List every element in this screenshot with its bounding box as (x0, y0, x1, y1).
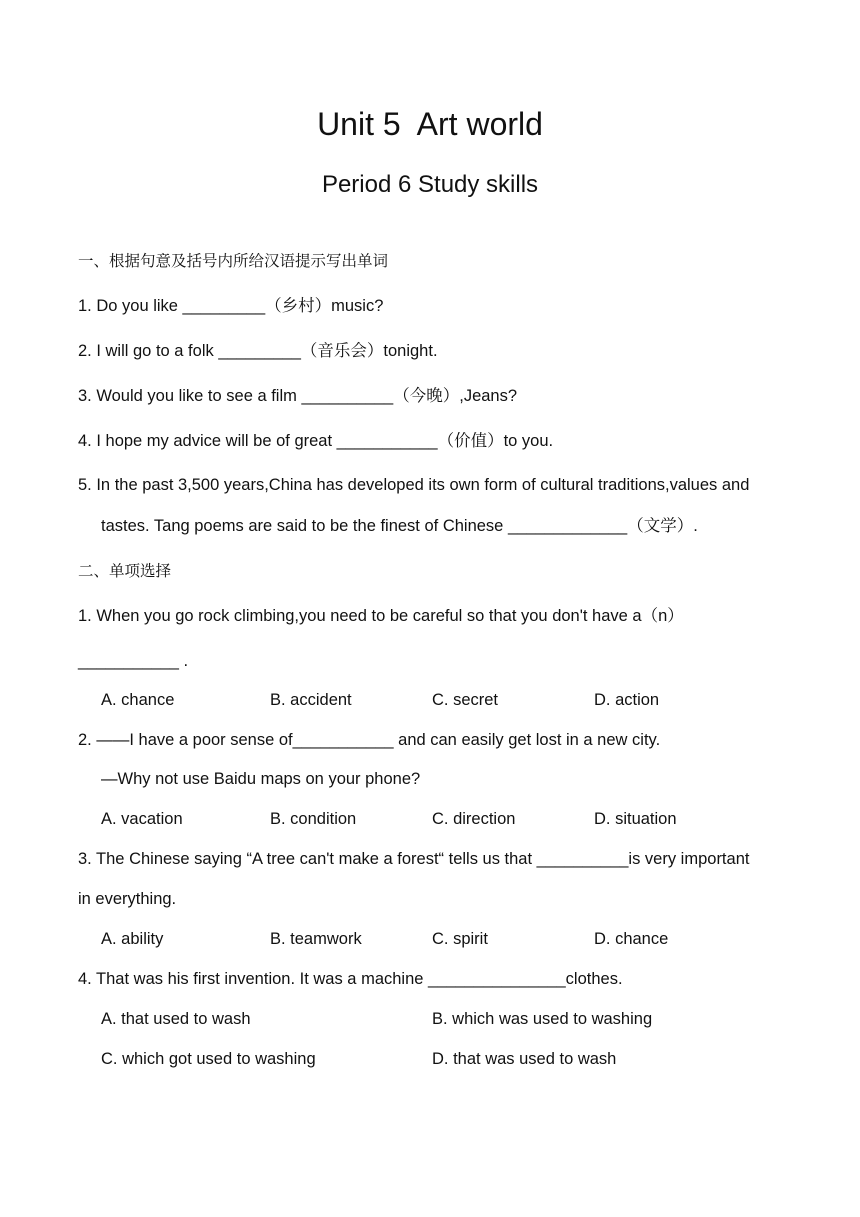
section-1-item-1: 1. Do you like _________（乡村）music? (78, 297, 384, 315)
question-2-option-a: A. vacation (101, 810, 183, 828)
question-1-stem: 1. When you go rock climbing,you need to be careful so that you don't have a（n） (78, 607, 684, 625)
page-subtitle: Period 6 Study skills (321, 171, 539, 198)
question-3-option-b: B. teamwork (270, 930, 362, 948)
section-1-heading: 一、根据句意及括号内所给汉语提示写出单词 (78, 252, 389, 270)
section-2-heading: 二、单项选择 (78, 562, 172, 580)
page-title: Unit 5 Art world (317, 106, 543, 142)
question-1-option-a: A. chance (101, 691, 175, 709)
question-4-option-a: A. that used to wash (101, 1010, 251, 1028)
section-1-item-5-line-2: tastes. Tang poems are said to be the finest of Chinese _____________（文学）. (101, 517, 698, 535)
question-1-option-d: D. action (594, 691, 660, 709)
question-3-option-d: D. chance (594, 930, 669, 948)
question-2-option-d: D. situation (594, 810, 677, 828)
question-2-option-b: B. condition (270, 810, 357, 828)
question-2-reply: —Why not use Baidu maps on your phone? (101, 770, 421, 788)
question-4-stem: 4. That was his first invention. It was a machine _______________clothes. (78, 970, 623, 988)
question-2-stem: 2. ——I have a poor sense of___________ and can easily get lost in a new city. (78, 731, 661, 749)
question-1-option-c: C. secret (432, 691, 499, 709)
question-3-stem-continued: in everything. (78, 890, 177, 908)
question-4-option-c: C. which got used to washing (101, 1050, 316, 1068)
question-1-blank: ___________ . (78, 652, 189, 670)
question-2-option-c: C. direction (432, 810, 516, 828)
question-3-stem: 3. The Chinese saying “A tree can't make a forest“ tells us that __________is very important (78, 850, 750, 868)
section-1-item-3: 3. Would you like to see a film __________（今晚）,Jeans? (78, 387, 518, 405)
section-1-item-4: 4. I hope my advice will be of great ___________（价值）to you. (78, 432, 554, 450)
question-3-option-a: A. ability (101, 930, 164, 948)
question-1-option-b: B. accident (270, 691, 352, 709)
question-3-option-c: C. spirit (432, 930, 488, 948)
section-1-item-2: 2. I will go to a folk _________（音乐会）tonight. (78, 342, 438, 360)
question-4-option-b: B. which was used to washing (432, 1010, 653, 1028)
question-4-option-d: D. that was used to wash (432, 1050, 617, 1068)
section-1-item-5-line-1: 5. In the past 3,500 years,China has developed its own form of cultural traditions,values and (78, 476, 750, 494)
